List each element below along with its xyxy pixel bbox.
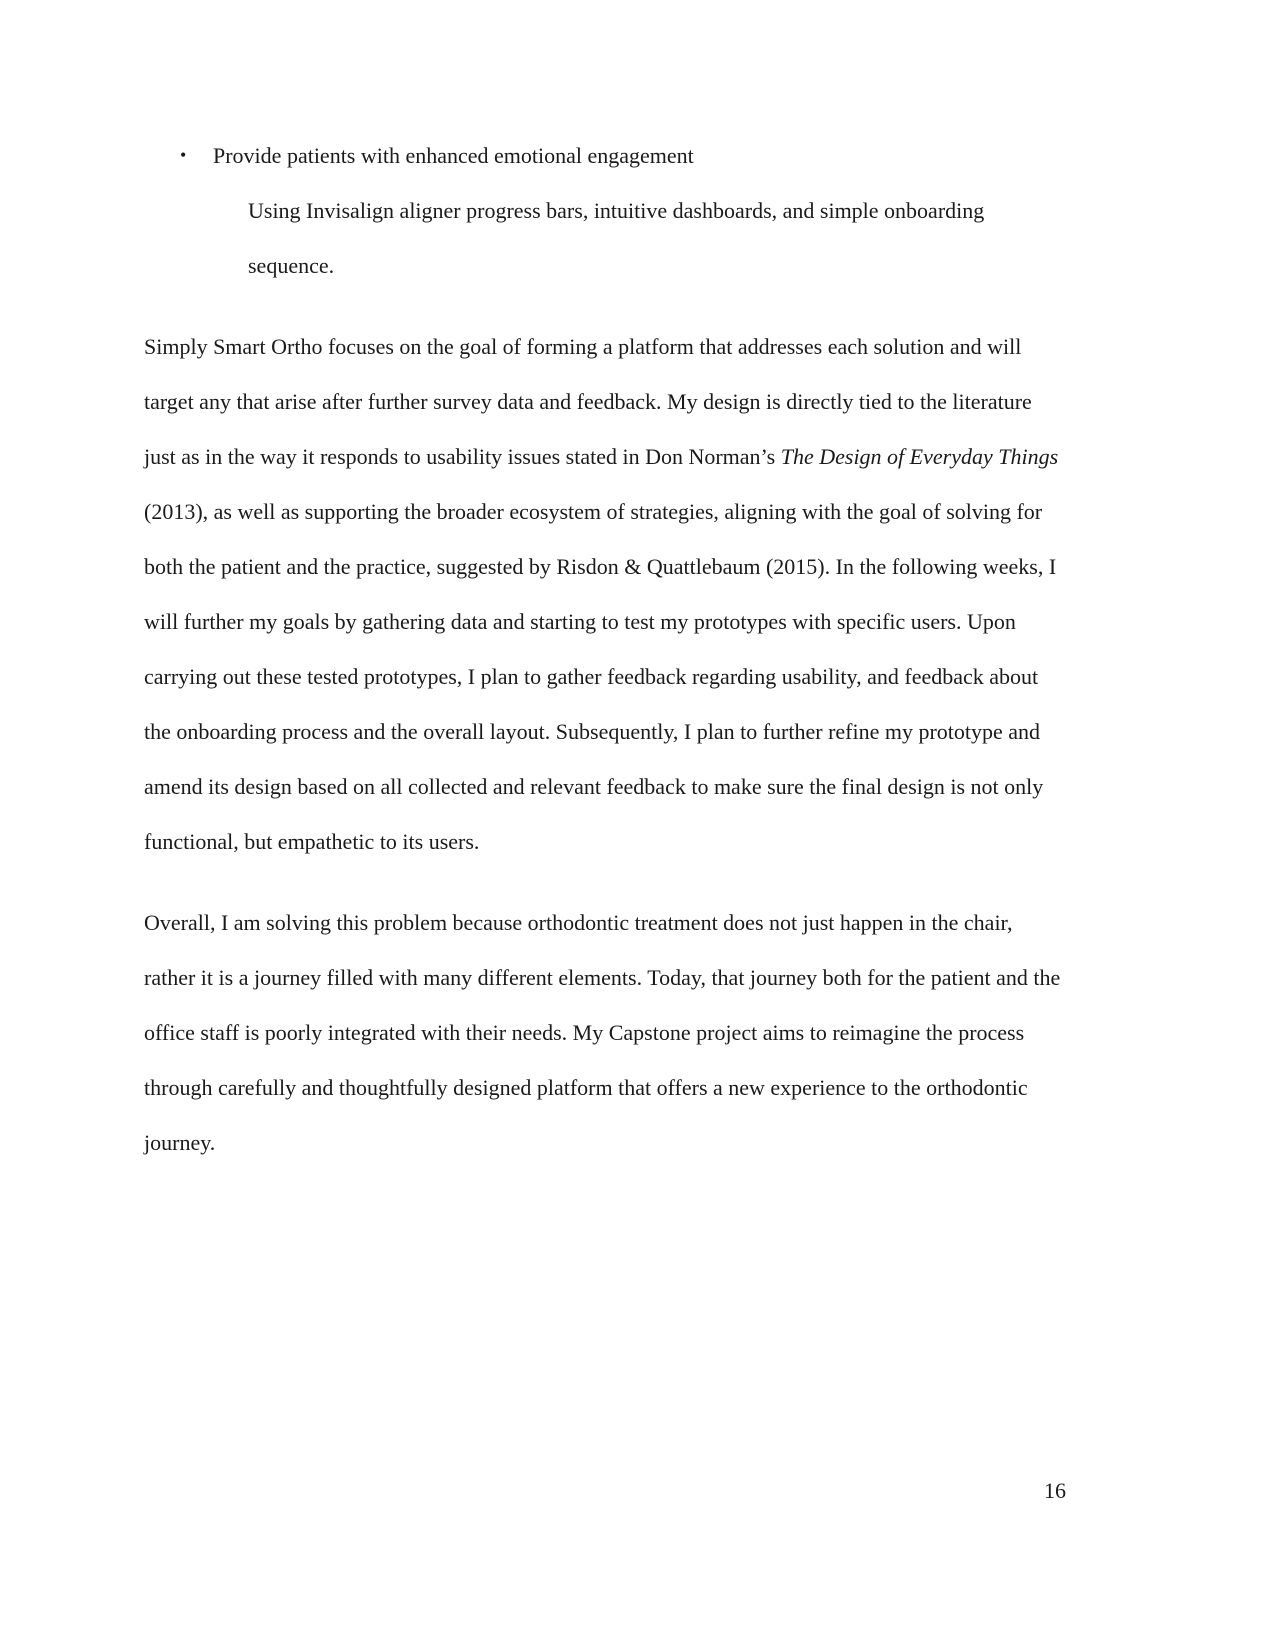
book-title-italic: The Design of Everyday Things [780,444,1059,469]
bullet-list [144,128,1062,293]
bullet-item [144,128,1062,293]
bullet-line [180,128,1062,183]
page-content [144,128,1062,1170]
bullet-icon: • [180,145,187,165]
bullet-detail-text: Using Invisalign aligner progress bars, intuitive dashboards, and simple onboarding sequence. [248,198,985,278]
bullet-text: Provide patients with enhanced emotional engagement [213,143,694,168]
paragraph-1-text: Simply Smart Ortho focuses on the goal of forming a platform that addresses each solution and will target any that arise after further survey data and feedback. My design is directly tied to the literature just as in the way it responds to usability issues stated in Don Norman’s [144,334,1032,469]
paragraph-1 [144,319,1062,869]
page-number: 16 [1044,1478,1066,1503]
paragraph-1-text-continued: (2013), as well as supporting the broader ecosystem of strategies, aligning with the goal of solving for both the patient and the practice, suggested by Risdon & Quattlebaum (2015). In the following weeks, I will further my goals by gathering data and starting to test my prototypes with specific users. Upon carrying out these tested prototypes, I plan to gather feedback regarding usability, and feedback about the onboarding process and the overall layout. Subsequently, I plan to further refine my prototype and amend its design based on all collected and relevant feedback to make sure the final design is not only functional, but empathetic to its users. [144,499,1057,854]
paragraph-2: Overall, I am solving this problem because orthodontic treatment does not just happen in the chair, rather it is a journey filled with many different elements. Today, that journey both for the patient and the office staff is poorly integrated with their needs. My Capstone project aims to reimagine the process through carefully and thoughtfully designed platform that offers a new experience to the orthodontic journey. [144,910,1061,1155]
